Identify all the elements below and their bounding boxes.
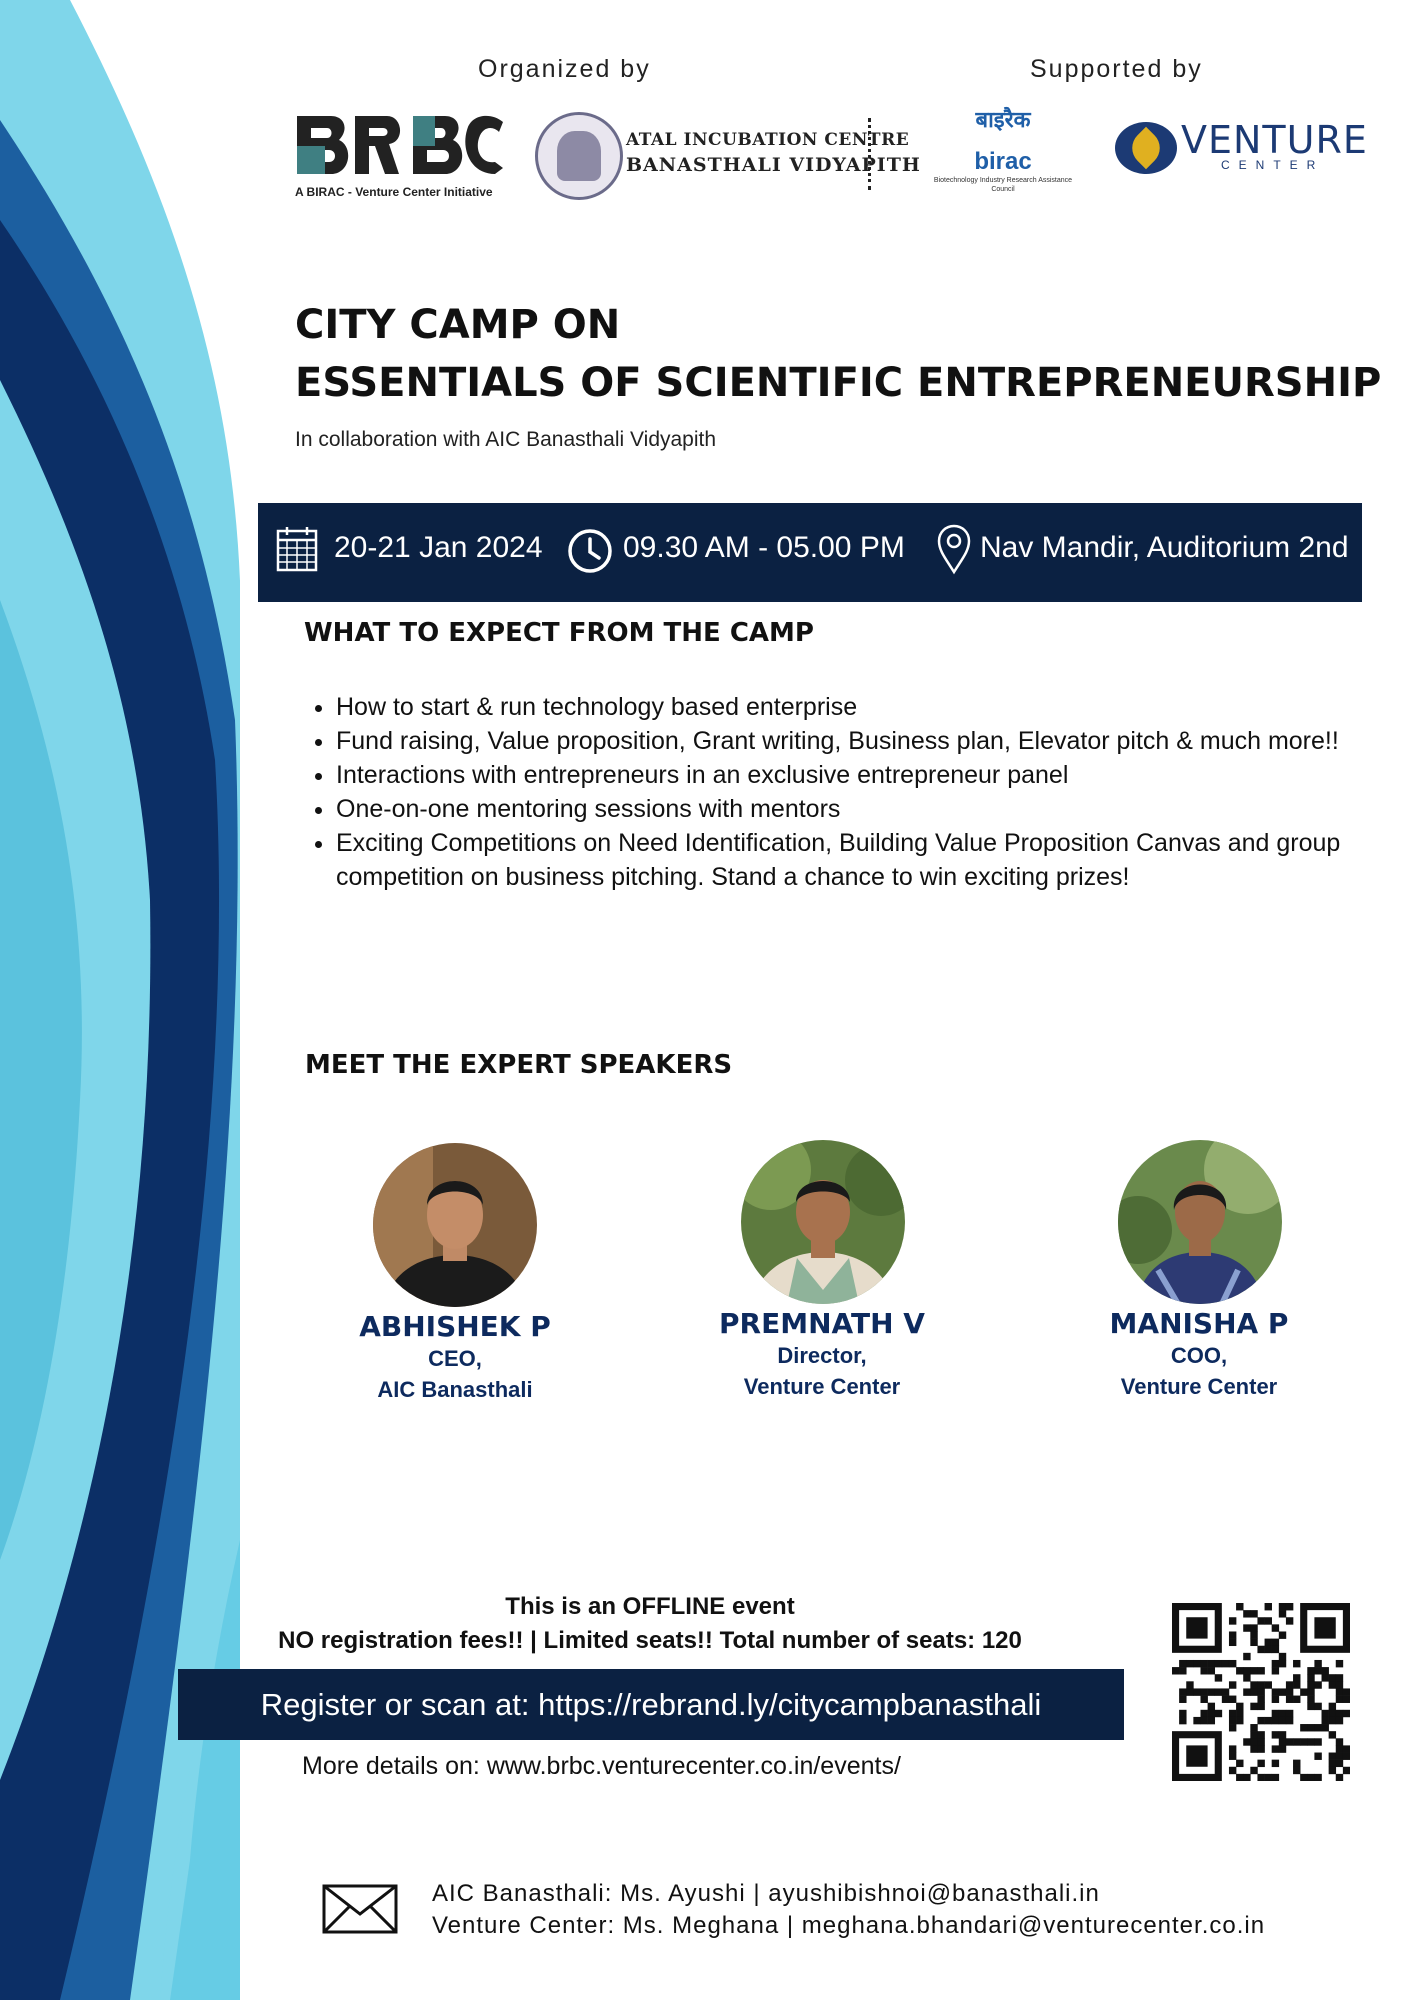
speaker-photo: [741, 1140, 905, 1304]
expect-heading: WHAT TO EXPECT FROM THE CAMP: [304, 618, 814, 648]
atal-line2: BANASTHALI VIDYAPITH: [626, 154, 921, 176]
venture-center-word: VENTURE: [1181, 118, 1368, 162]
speaker-card: [662, 1307, 982, 1402]
speaker-org: Venture Center: [1120, 1374, 1278, 1399]
fees-notice: NO registration fees!! | Limited seats!! Total number of seats: 120: [278, 1627, 1022, 1654]
speaker-name: MANISHA P: [1109, 1307, 1289, 1340]
title-line1: CITY CAMP ON: [295, 302, 621, 348]
supported-by-label: Supported by: [1030, 55, 1203, 83]
speaker-name: ABHISHEK P: [359, 1310, 551, 1343]
clock-icon: [566, 527, 614, 575]
offline-notice: This is an OFFLINE event: [505, 1593, 795, 1620]
speaker-role: Director,: [777, 1343, 867, 1368]
brbc-wordmark: [295, 110, 505, 180]
calendar-icon: [275, 525, 319, 573]
envelope-icon: [322, 1884, 398, 1934]
list-item: • How to start & run technology based enterprise: [336, 690, 1396, 724]
venture-center-emblem-icon: [1115, 122, 1177, 174]
venture-center-sub: CENTER: [1221, 158, 1325, 172]
title-line2: ESSENTIALS OF SCIENTIFIC ENTREPRENEURSHIP: [295, 360, 1382, 406]
speaker-role: CEO,: [428, 1346, 482, 1371]
speaker-card: [295, 1310, 615, 1405]
event-time: 09.30 AM - 05.00 PM: [623, 531, 905, 564]
birac-hindi-text: बाइरैक: [975, 107, 1031, 132]
brbc-tagline: A BIRAC - Venture Center Initiative: [295, 185, 493, 199]
register-link[interactable]: Register or scan at: https://rebrand.ly/citycampbanasthali: [178, 1669, 1124, 1740]
brbc-logo: [295, 110, 505, 200]
atal-line1: ATAL INCUBATION CENTRE: [626, 130, 910, 150]
speakers-heading: MEET THE EXPERT SPEAKERS: [305, 1050, 733, 1080]
birac-logo: [928, 104, 1078, 210]
subtitle: In collaboration with AIC Banasthali Vidyapith: [295, 428, 717, 451]
list-item: • Interactions with entrepreneurs in an exclusive entrepreneur panel: [336, 758, 1396, 792]
speaker-org: Venture Center: [743, 1374, 901, 1399]
location-pin-icon: [936, 523, 972, 575]
expect-list: [300, 690, 1396, 894]
more-details-link[interactable]: More details on: www.brbc.venturecenter.co.in/events/: [302, 1752, 901, 1780]
contact-venture: Venture Center: Ms. Meghana | meghana.bhandari@venturecenter.co.in: [432, 1912, 1266, 1939]
birac-subtitle: Biotechnology Industry Research Assistance Council: [933, 177, 1073, 193]
speaker-role: COO,: [1170, 1343, 1228, 1368]
birac-word: birac: [974, 148, 1032, 175]
speaker-card: [1039, 1307, 1359, 1402]
speaker-org: AIC Banasthali: [377, 1377, 533, 1402]
event-info-bar: [258, 503, 1362, 602]
organized-by-label: Organized by: [478, 55, 651, 83]
event-venue: Nav Mandir, Auditorium 2nd: [980, 531, 1349, 564]
venture-center-logo: [1115, 118, 1368, 178]
event-date: 20-21 Jan 2024: [334, 531, 543, 564]
contact-aic: AIC Banasthali: Ms. Ayushi | ayushibishnoi@banasthali.in: [432, 1880, 1100, 1907]
speaker-photo: [1118, 1140, 1282, 1304]
list-item: • One-on-one mentoring sessions with mentors: [336, 792, 1396, 826]
list-item: • Exciting Competitions on Need Identification, Building Value Proposition Canvas and group competition on business pitching. Stand a chance to win exciting prizes!: [336, 826, 1396, 894]
divider: [868, 118, 871, 190]
atal-incubation-logo-text: [626, 130, 921, 176]
speaker-name: PREMNATH V: [719, 1307, 925, 1340]
speaker-photo: [373, 1143, 537, 1307]
list-item: • Fund raising, Value proposition, Grant writing, Business plan, Elevator pitch & much more!!: [336, 724, 1396, 758]
banasthali-seal-logo: [535, 112, 623, 200]
qr-code[interactable]: [1172, 1603, 1350, 1781]
